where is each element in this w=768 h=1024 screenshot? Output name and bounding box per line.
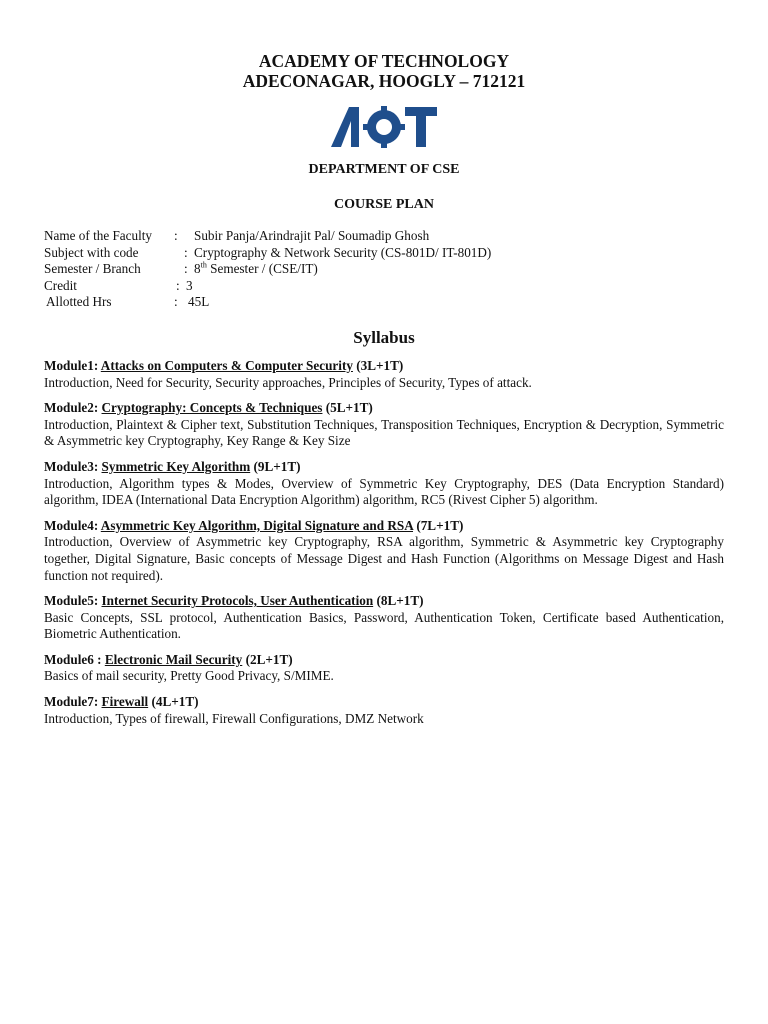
module-1	[44, 358, 724, 391]
module-description: Basic Concepts, SSL protocol, Authentication Basics, Password, Authentication Token, Certificate based Authentication, Biometric Authentication.	[44, 609, 724, 642]
institute-logo	[44, 103, 724, 149]
info-label: Semester / Branch	[44, 261, 141, 277]
info-row-faculty	[44, 228, 724, 245]
info-row-semester	[44, 261, 724, 278]
module-heading: Module1: Attacks on Computers & Computer Security (3L+1T)	[44, 357, 404, 373]
module-list	[44, 358, 724, 727]
module-description: Basics of mail security, Pretty Good Privacy, S/MIME.	[44, 668, 334, 684]
institute-address: ADECONAGAR, HOOGLY – 712121	[242, 71, 526, 91]
info-row-subject	[44, 245, 724, 262]
institute-name: ACADEMY OF TECHNOLOGY	[258, 51, 510, 71]
module-heading: Module3: Symmetric Key Algorithm (9L+1T)	[44, 458, 301, 474]
module-2	[44, 400, 724, 450]
module-4	[44, 518, 724, 584]
info-colon: :	[184, 261, 188, 277]
module-3	[44, 459, 724, 509]
info-value: 45L	[188, 294, 210, 310]
module-description: Introduction, Need for Security, Security approaches, Principles of Security, Types of attack.	[44, 374, 532, 390]
info-label: Credit	[44, 277, 77, 293]
syllabus-heading: Syllabus	[353, 327, 415, 347]
module-description: Introduction, Algorithm types & Modes, Overview of Symmetric Key Cryptography, DES (Data Encryption Standard) algorithm, IDEA (International Data Encryption Algorithm) algorithm, RC5 (Rivest Cipher 5) algorithm.	[44, 475, 724, 508]
department-name: DEPARTMENT OF CSE	[308, 162, 460, 177]
module-7	[44, 694, 724, 727]
module-description: Introduction, Types of firewall, Firewall Configurations, DMZ Network	[44, 710, 424, 726]
info-label: Name of the Faculty	[44, 228, 153, 243]
module-description: Introduction, Overview of Asymmetric key Cryptography, RSA algorithm, Symmetric & Asymmetric key Cryptography together, Digital Signature, Basic concepts of Message Digest and Hash Function (Algorithms on Message Digest and Hash function not required).	[44, 534, 724, 583]
info-value: Cryptography & Network Security (CS-801D/ IT-801D)	[194, 244, 492, 260]
info-value: 8th Semester / (CSE/IT)	[194, 260, 318, 277]
module-5	[44, 593, 724, 643]
info-colon: :	[174, 294, 178, 310]
info-label: Allotted Hrs	[46, 294, 112, 310]
course-info	[44, 228, 724, 311]
module-heading: Module7: Firewall (4L+1T)	[44, 694, 199, 710]
info-colon: :	[174, 228, 178, 243]
aot-logo-icon	[329, 103, 439, 149]
module-heading: Module4: Asymmetric Key Algorithm, Digital Signature and RSA (7L+1T)	[44, 517, 464, 533]
module-6	[44, 652, 724, 685]
info-colon: :	[176, 277, 180, 293]
module-heading: Module6 : Electronic Mail Security (2L+1T)	[44, 651, 293, 667]
info-row-hours	[44, 294, 724, 311]
info-row-credit	[44, 278, 724, 295]
document-title: COURSE PLAN	[334, 197, 434, 212]
info-label: Subject with code	[44, 244, 139, 260]
info-value: 3	[186, 277, 193, 293]
info-value: Subir Panja/Arindrajit Pal/ Soumadip Ghosh	[194, 228, 430, 243]
info-colon: :	[184, 244, 188, 260]
module-heading: Module5: Internet Security Protocols, User Authentication (8L+1T)	[44, 593, 424, 609]
module-description: Introduction, Plaintext & Cipher text, Substitution Techniques, Transposition Techniques, Encryption & Decryption, Symmetric & Asymmetric key Cryptography, Key Range & Key Size	[44, 416, 724, 449]
module-heading: Module2: Cryptography: Concepts & Techniques (5L+1T)	[44, 400, 373, 416]
